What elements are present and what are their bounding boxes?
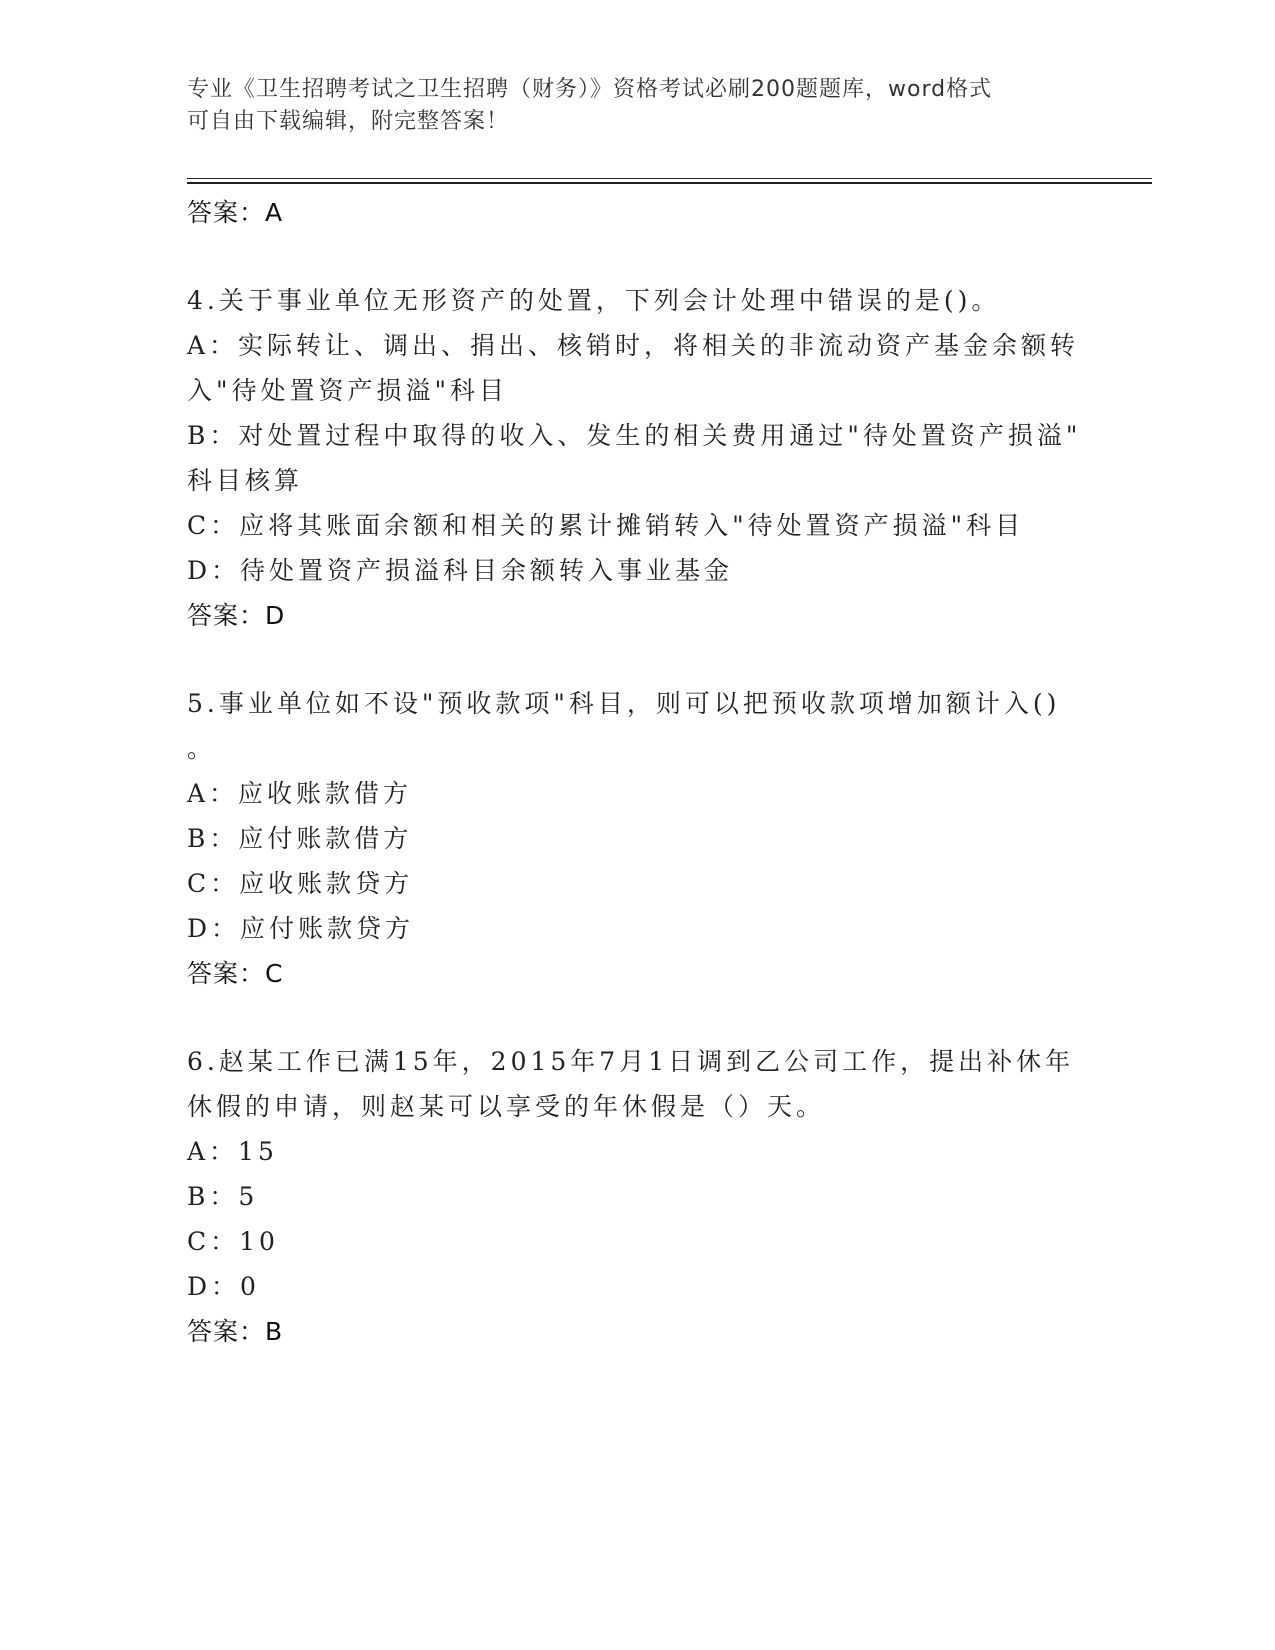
question-block <box>187 278 1087 639</box>
option-c: C：10 <box>187 1227 279 1256</box>
option-b: B：5 <box>187 1182 259 1211</box>
option-a <box>187 323 1087 413</box>
option-text-line: 入"待处置资产损溢"科目 <box>187 376 508 405</box>
option-b: B：应付账款借方 <box>187 824 413 853</box>
option-text-line: 科目核算 <box>187 466 304 495</box>
question-list <box>187 190 1087 1355</box>
option-c: C：应将其账面余额和相关的累计摊销转入"待处置资产损溢"科目 <box>187 511 1025 540</box>
header-title-line-2: 可自由下载编辑，附完整答案！ <box>187 109 510 134</box>
header-title-line-1: 专业《卫生招聘考试之卫生招聘（财务）》资格考试必刷200题题库，word格式 <box>187 77 993 102</box>
option-a: A：15 <box>187 1137 278 1166</box>
question-block <box>187 1039 1087 1355</box>
question-text: 休假的申请，则赵某可以享受的年休假是（）天。 <box>187 1092 826 1121</box>
question-text: 。 <box>187 734 217 763</box>
document-header <box>187 74 1087 138</box>
question-text: 6.赵某工作已满15年，2015年7月1日调到乙公司工作，提出补休年 <box>187 1047 1075 1076</box>
question-block <box>187 681 1087 997</box>
option-d: D：应付账款贷方 <box>187 914 415 943</box>
question-text: 5.事业单位如不设"预收款项"科目，则可以把预收款项增加额计入() <box>187 689 1061 718</box>
question-text: 4.关于事业单位无形资产的处置，下列会计处理中错误的是()。 <box>187 286 1001 315</box>
option-text-line: B：对处置过程中取得的收入、发生的相关费用通过"待处置资产损溢" <box>187 421 1082 450</box>
header-divider-thick <box>187 182 1152 184</box>
option-c: C：应收账款贷方 <box>187 869 414 898</box>
option-a: A：应收账款借方 <box>187 779 413 808</box>
answer-label: 答案：C <box>187 959 284 988</box>
answer-label: 答案：A <box>187 198 284 227</box>
option-d: D：0 <box>187 1272 260 1301</box>
header-divider-thin <box>187 178 1152 179</box>
option-d: D：待处置资产损溢科目余额转入事业基金 <box>187 556 734 585</box>
option-text-line: A：实际转让、调出、捐出、核销时，将相关的非流动资产基金余额转 <box>187 331 1080 360</box>
answer-label: 答案：D <box>187 601 286 630</box>
option-b <box>187 413 1087 503</box>
answer-label: 答案：B <box>187 1317 284 1346</box>
